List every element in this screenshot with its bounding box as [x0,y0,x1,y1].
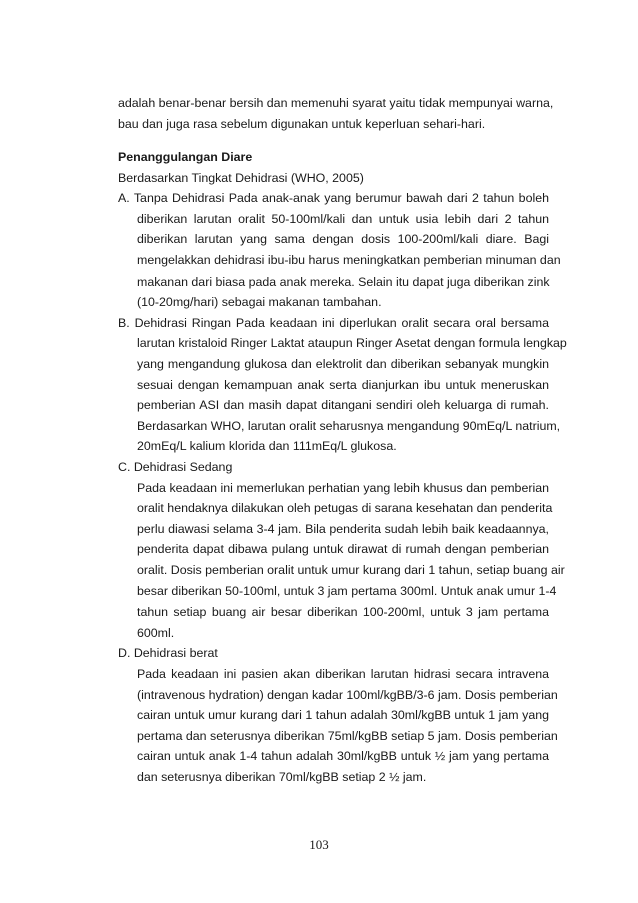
text-line: Pada keadaan ini memerlukan perhatian yang lebih khusus dan pemberian [137,480,549,495]
text-line: perlu diawasi selama 3-4 jam. Bila penderita sudah lebih baik keadaannya, [137,521,549,536]
text-line: larutan kristaloid Ringer Laktat ataupun Ringer Asetat dengan formula lengkap [137,336,567,351]
text-line: sesuai dengan kemampuan anak serta dianjurkan ibu untuk meneruskan [137,377,549,392]
text-line: mengelakkan dehidrasi ibu-ibu harus meningkatkan pemberian minuman dan [137,253,561,267]
text-line: Pada keadaan ini pasien akan diberikan larutan hidrasi secara intravena [137,667,549,681]
text-line: 20mEq/L kalium klorida dan 111mEq/L glukosa. [137,439,397,454]
text-line: oralit. Dosis pemberian oralit untuk umur kurang dari 1 tahun, setiap buang air [137,563,565,577]
text-line: cairan untuk anak 1-4 tahun adalah 30ml/kgBB untuk ½ jam yang pertama [137,749,549,764]
text-line: diberikan larutan oralit 50-100ml/kali dan untuk usia lebih dari 2 tahun [137,211,549,226]
list-item-b: B. Dehidrasi Ringan Pada keadaan ini diperlukan oralit secara oral bersama [118,315,549,330]
text-line: Berdasarkan WHO, larutan oralit seharusnya mengandung 90mEq/L natrium, [137,418,561,433]
list-item-d: D. Dehidrasi berat [118,646,218,661]
text-line: dan seterusnya diberikan 70ml/kgBB setiap 2 ½ jam. [137,770,427,784]
text-line: penderita dapat dibawa pulang untuk dirawat di rumah dengan pemberian [137,542,549,557]
text-line: pertama dan seterusnya diberikan 75ml/kgBB setiap 5 jam. Dosis pemberian [137,728,558,743]
text-line: cairan untuk umur kurang dari 1 tahun adalah 30ml/kgBB untuk 1 jam yang [137,708,549,723]
text-line: besar diberikan 50-100ml, untuk 3 jam pertama 300ml. Untuk anak umur 1-4 [137,583,557,598]
text-line: adalah benar-benar bersih dan memenuhi syarat yaitu tidak mempunyai warna, [118,96,554,110]
list-item-c: C. Dehidrasi Sedang [118,460,233,474]
text-line: pemberian ASI dan masih dapat ditangani sendiri oleh keluarga di rumah. [137,398,549,413]
list-item-a: A. Tanpa Dehidrasi Pada anak-anak yang berumur bawah dari 2 tahun boleh [118,191,549,206]
text-line: (10-20mg/hari) sebagai makanan tambahan. [137,295,382,310]
text-line: tahun setiap buang air besar diberikan 100-200ml, untuk 3 jam pertama [137,605,549,620]
subheading: Berdasarkan Tingkat Dehidrasi (WHO, 2005) [118,170,364,185]
page-number: 103 [309,837,329,852]
section-heading: Penanggulangan Diare [118,150,253,164]
text-line: (intravenous hydration) dengan kadar 100ml/kgBB/3-6 jam. Dosis pemberian [137,687,558,702]
text-line: diberikan larutan yang sama dengan dosis 100-200ml/kali diare. Bagi [137,232,549,247]
text-line: oralit hendaknya dilakukan oleh petugas di sarana kesehatan dan penderita [137,501,553,516]
text-line: 600ml. [137,625,175,640]
text-line: makanan dari biasa pada anak mereka. Selain itu dapat juga diberikan zink [137,274,550,289]
text-line: yang mengandung glukosa dan elektrolit dan diberikan sebanyak mungkin [137,357,549,371]
text-line: bau dan juga rasa sebelum digunakan untuk keperluan sehari-hari. [118,117,486,131]
